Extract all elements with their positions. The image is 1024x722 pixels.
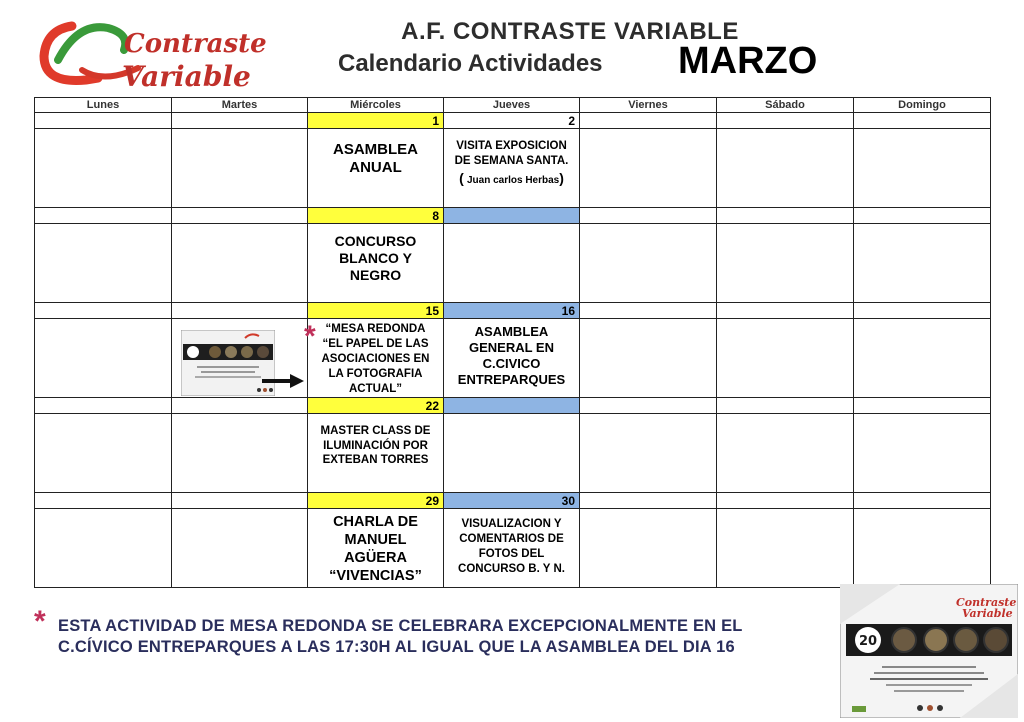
contraste-variable-logo [38,14,270,96]
day-number: 2 [444,113,580,129]
event-row [35,509,991,588]
event-cell: MASTER CLASS DE ILUMINACIÓN POR EXTEBAN TORRES [308,414,444,493]
svg-text:20: 20 [858,634,878,649]
activity-calendar [34,97,991,588]
event-cell: VISUALIZACION Y COMENTARIOS DE FOTOS DEL CONCURSO B. Y N. [444,509,580,588]
arrow-right-icon [262,374,304,388]
day-number: 8 [308,208,444,224]
event-poster-thumbnail [181,330,275,396]
weekday-header [35,98,991,113]
event-cell: VISITA EXPOSICION DE SEMANA SANTA. ( Juan carlos Herbas) [444,129,580,208]
event-row [35,224,991,303]
day-number: 15 [308,303,444,319]
day-header: Lunes [35,98,172,113]
svg-text:Variable: Variable [122,60,251,93]
event-cell: CHARLA DE MANUEL AGÜERA “VIVENCIAS” [308,509,444,588]
month-label: MARZO [678,40,818,82]
svg-text:Contraste: Contraste [124,29,267,59]
event-cell: ASAMBLEA GENERAL EN C.CIVICO ENTREPARQUES [444,319,580,398]
svg-text:Contraste: Contraste [956,596,1017,609]
event-cell: CONCURSO BLANCO Y NEGRO [308,224,444,303]
event-cell: “MESA REDONDA “EL PAPEL DE LAS ASOCIACIONES EN LA FOTOGRAFIA ACTUAL” [308,319,444,398]
event-poster [840,584,1018,718]
day-number: 30 [444,493,580,509]
event-cell: ASAMBLEA ANUAL [308,129,444,208]
day-number: 1 [308,113,444,129]
asterisk-marker: * [34,605,46,638]
event-row [35,414,991,493]
event-row [35,129,991,208]
date-row [35,303,991,319]
day-header: Miércoles [308,98,444,113]
day-number [444,398,580,414]
day-header: Viernes [580,98,717,113]
day-header: Martes [172,98,308,113]
date-row [35,398,991,414]
day-number [444,208,580,224]
day-number: 22 [308,398,444,414]
date-row [35,113,991,129]
day-header: Sábado [717,98,854,113]
day-number: 29 [308,493,444,509]
date-row [35,493,991,509]
day-header: Domingo [854,98,991,113]
footnote-line: ESTA ACTIVIDAD DE MESA REDONDA SE CELEBRARA EXCEPCIONALMENTE EN EL [58,617,743,635]
date-row [35,208,991,224]
svg-text:Variable: Variable [962,607,1013,620]
association-title: A.F. CONTRASTE VARIABLE [401,18,739,45]
day-header: Jueves [444,98,580,113]
asterisk-marker: * [304,320,316,353]
event-row [35,319,991,398]
footnote-line: C.CÍVICO ENTREPARQUES A LAS 17:30H AL IGUAL QUE LA ASAMBLEA DEL DIA 16 [58,638,735,656]
calendar-subtitle: Calendario Actividades [338,50,603,77]
footnote [58,616,743,658]
day-number: 16 [444,303,580,319]
